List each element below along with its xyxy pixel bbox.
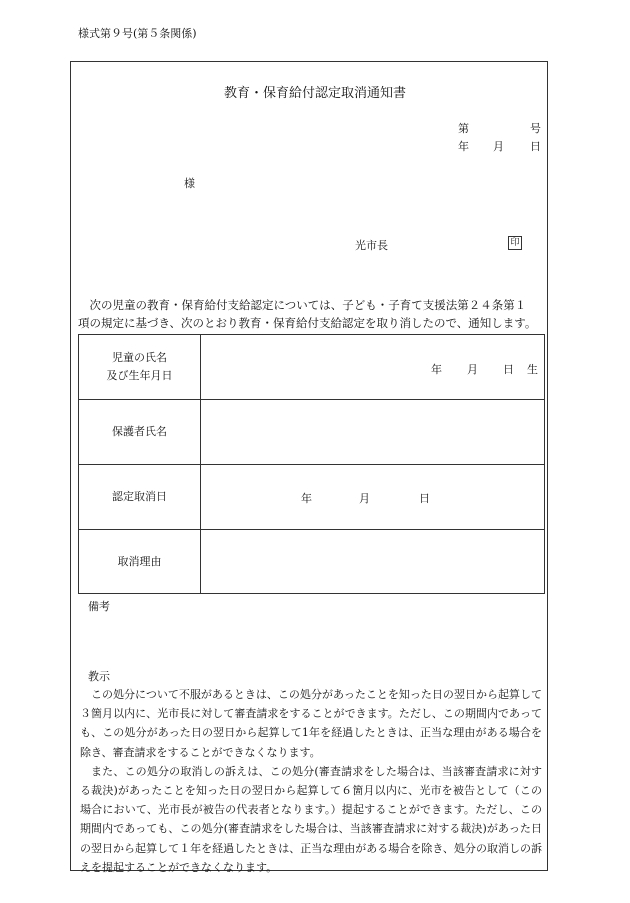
reason-value-cell[interactable] <box>201 530 545 594</box>
doc-date-year: 年 <box>458 140 469 153</box>
intro-line-1: 次の児童の教育・保育給付支給認定については、子ども・子育て支援法第２４条第１ <box>89 298 527 312</box>
revocation-year: 年 <box>301 492 312 505</box>
child-value-cell[interactable] <box>201 335 545 400</box>
doc-date-day: 日 <box>530 140 541 153</box>
birth-suffix: 生 <box>527 363 538 376</box>
seal-mark: 印 <box>508 236 522 250</box>
birth-year: 年 <box>431 363 442 376</box>
birth-month: 月 <box>467 363 478 376</box>
revocation-month: 月 <box>359 492 370 505</box>
child-name-label: 児童の氏名 <box>112 351 167 364</box>
doc-number-gou: 号 <box>530 122 541 135</box>
instruction-paragraph-2: また、この処分の取消しの訴えは、この処分(審査請求をした場合は、当該審査請求に対する裁決)があったことを知った日の翌日から起算して６箇月以内に、光市を被告として（この場合において、光市長が被告の代表者となります。）提起することができます。ただし、この期間内であっても、この処分(審査請求をした場合は、当該審査請求に対する裁決)があった日の翌日から起算して１年を経過したときは、正当な理由がある場合を除き、処分の取消しの訴えを提起することができなくなります。 <box>80 764 542 874</box>
child-birth-label: 及び生年月日 <box>106 369 173 382</box>
guardian-value-cell[interactable] <box>201 400 545 465</box>
instruction-title: 教示 <box>88 670 110 683</box>
row-child <box>79 335 545 400</box>
revocation-date-cell[interactable] <box>201 465 545 530</box>
instruction-paragraph-1: この処分について不服があるときは、この処分があったことを知った日の翌日から起算して３箇月以内に、光市長に対して審査請求をすることができます。ただし、この期間内であっても、この処分があった日の翌日から起算して1年を経過したときは、正当な理由がある場合を除き、審査請求をすることができなくなります。 <box>80 688 542 759</box>
issuer-name: 光市長 <box>355 239 388 252</box>
doc-date-month: 月 <box>493 140 504 153</box>
form-number-label: 様式第９号(第５条関係) <box>78 27 197 40</box>
row-reason <box>79 530 545 594</box>
info-table <box>78 334 545 594</box>
addressee-suffix: 様 <box>184 177 195 190</box>
instruction-body <box>80 685 542 877</box>
intro-text <box>78 296 548 332</box>
child-label-cell <box>79 335 201 400</box>
notes-label: 備考 <box>88 600 110 613</box>
row-revocation-date <box>79 465 545 530</box>
revocation-day: 日 <box>419 492 430 505</box>
reason-label: 取消理由 <box>79 530 201 594</box>
document-title: 教育・保育給付認定取消通知書 <box>223 86 406 101</box>
row-guardian <box>79 400 545 465</box>
intro-line-2: 項の規定に基づき、次のとおり教育・保育給付支給認定を取り消したので、通知します。 <box>78 316 537 330</box>
birth-day: 日 <box>503 363 514 376</box>
guardian-label: 保護者氏名 <box>79 400 201 465</box>
doc-number-dai: 第 <box>458 122 469 135</box>
revocation-date-label: 認定取消日 <box>79 465 201 530</box>
